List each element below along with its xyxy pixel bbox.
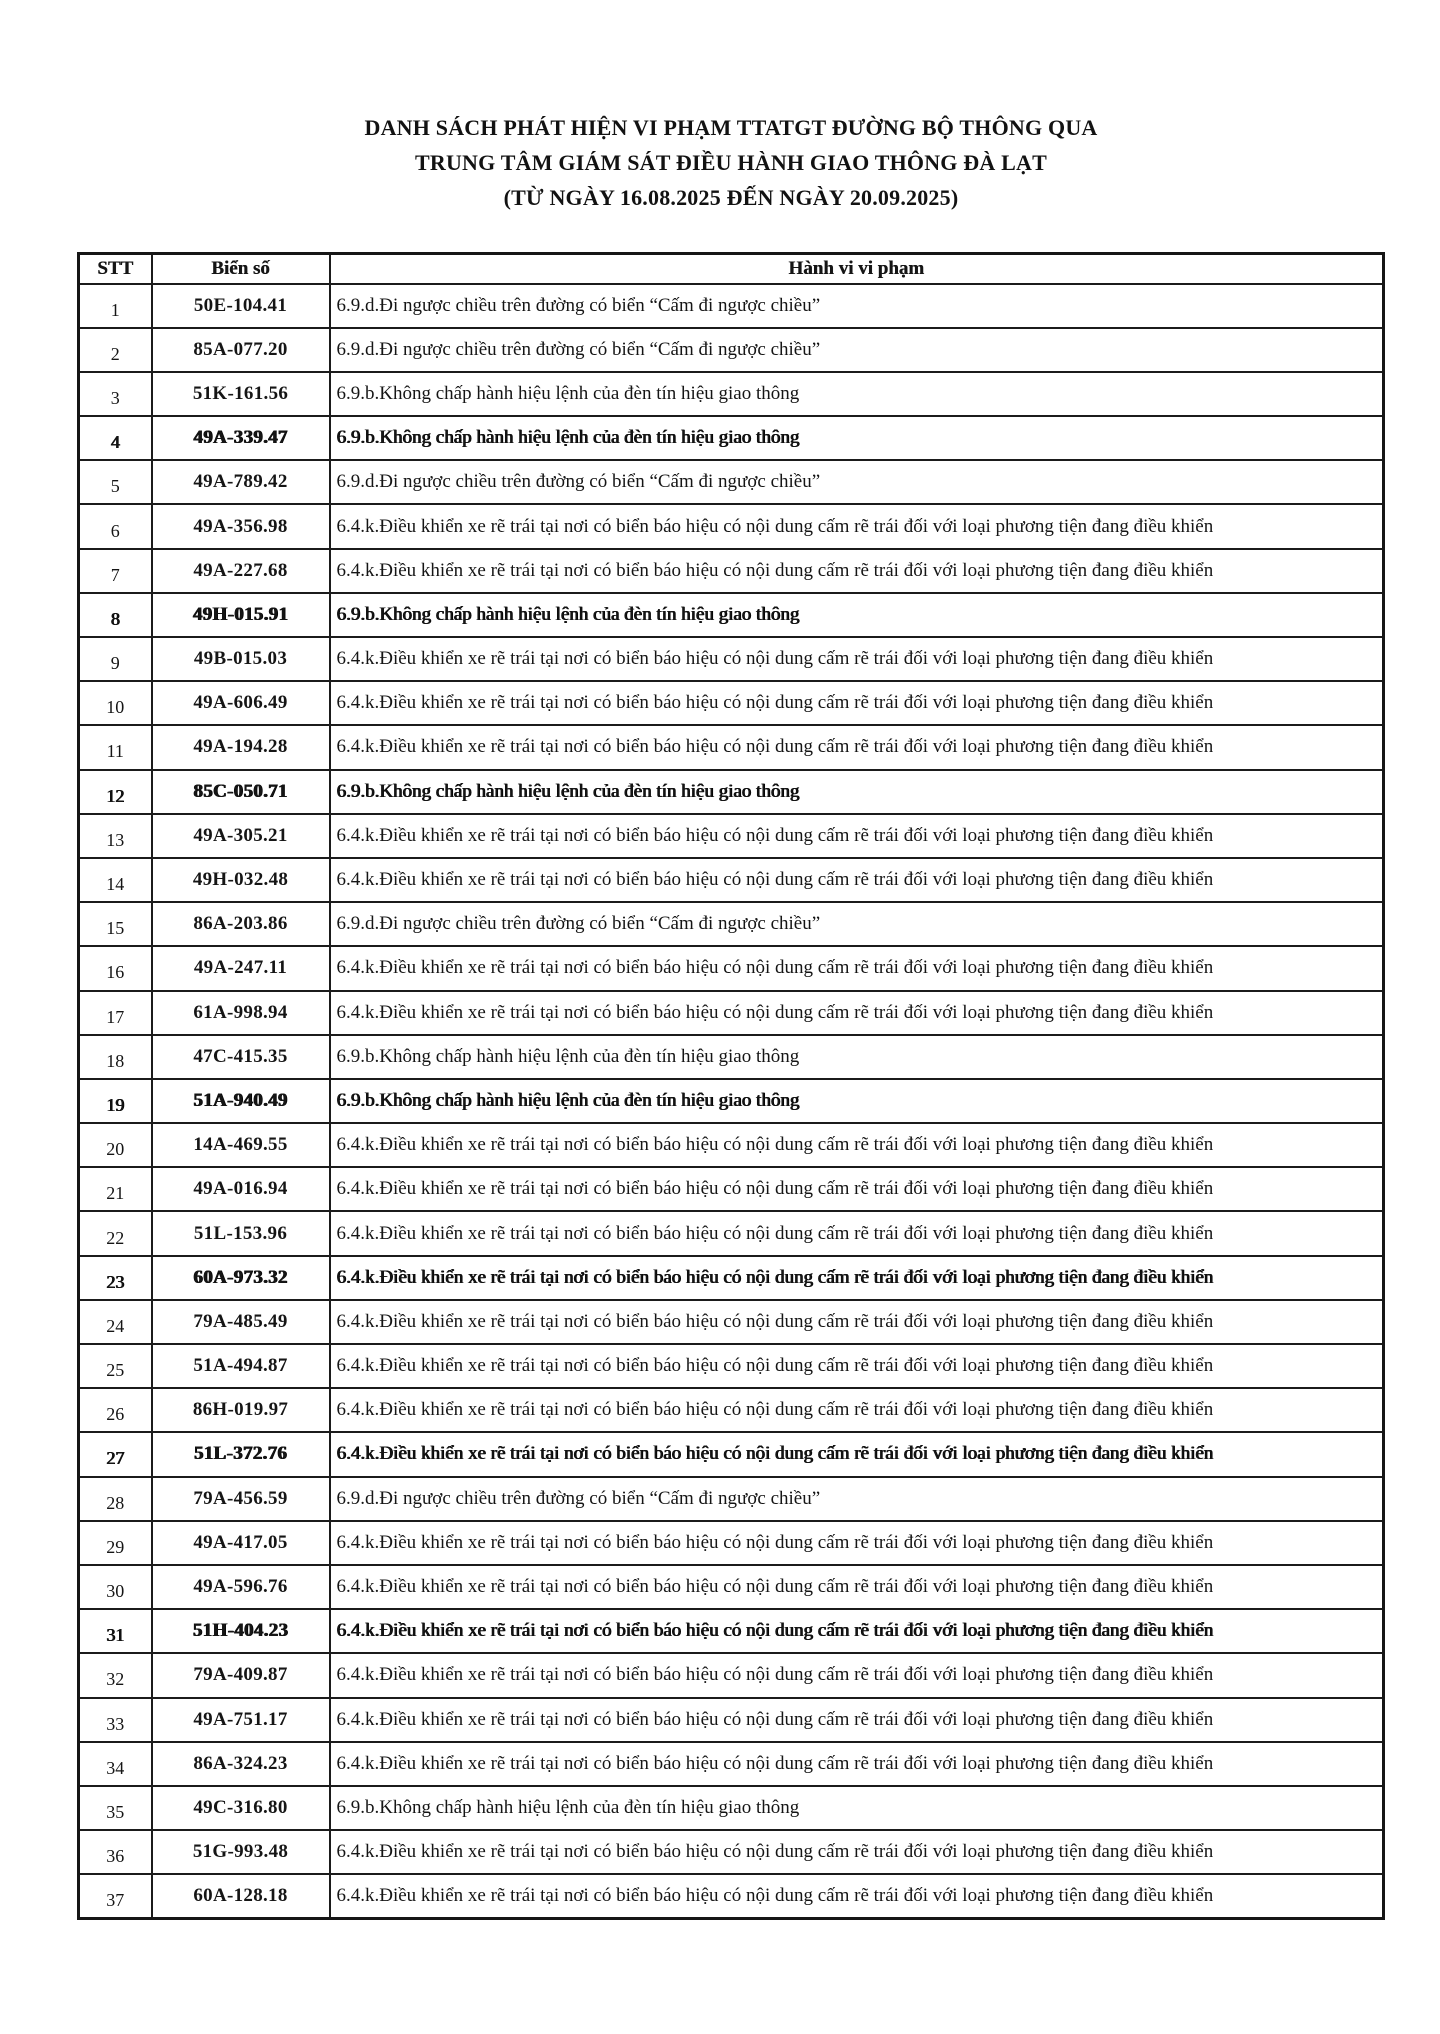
table-row [79, 1123, 1384, 1167]
violation-cell: 6.4.k.Điều khiển xe rẽ trái tại nơi có biển báo hiệu có nội dung cấm rẽ trái đối với loại phương tiện đang điều khiển [330, 1300, 1384, 1344]
violation-cell: 6.9.b.Không chấp hành hiệu lệnh của đèn tín hiệu giao thông [330, 1035, 1384, 1079]
plate-cell: 49A-016.94 [152, 1167, 330, 1211]
violation-cell: 6.9.b.Không chấp hành hiệu lệnh của đèn tín hiệu giao thông [330, 593, 1384, 637]
stt-cell: 35 [79, 1786, 152, 1830]
stt-cell: 21 [79, 1167, 152, 1211]
violation-cell: 6.9.b.Không chấp hành hiệu lệnh của đèn tín hiệu giao thông [330, 1786, 1384, 1830]
table-row [79, 328, 1384, 372]
stt-cell: 5 [79, 460, 152, 504]
document-body [77, 110, 1385, 1920]
document-title-line-3: (TỪ NGÀY 16.08.2025 ĐẾN NGÀY 20.09.2025) [503, 185, 959, 210]
plate-cell: 60A-128.18 [152, 1874, 330, 1918]
table-row [79, 1300, 1384, 1344]
table-row [79, 1079, 1384, 1123]
document-title-line-2: TRUNG TÂM GIÁM SÁT ĐIỀU HÀNH GIAO THÔNG ĐÀ LẠT [415, 150, 1047, 175]
stt-cell: 31 [79, 1609, 152, 1653]
plate-cell: 51L-372.76 [152, 1432, 330, 1476]
plate-cell: 51A-494.87 [152, 1344, 330, 1388]
stt-cell: 17 [79, 991, 152, 1035]
table-row [79, 1432, 1384, 1476]
plate-cell: 49A-789.42 [152, 460, 330, 504]
plate-cell: 79A-485.49 [152, 1300, 330, 1344]
table-row [79, 1211, 1384, 1255]
plate-cell: 47C-415.35 [152, 1035, 330, 1079]
violation-cell: 6.4.k.Điều khiển xe rẽ trái tại nơi có biển báo hiệu có nội dung cấm rẽ trái đối với loại phương tiện đang điều khiển [330, 637, 1384, 681]
violation-cell: 6.9.b.Không chấp hành hiệu lệnh của đèn tín hiệu giao thông [330, 770, 1384, 814]
table-row [79, 504, 1384, 548]
plate-cell: 49A-356.98 [152, 504, 330, 548]
violations-table [77, 252, 1385, 1920]
plate-cell: 51L-153.96 [152, 1211, 330, 1255]
table-row [79, 637, 1384, 681]
plate-cell: 61A-998.94 [152, 991, 330, 1035]
stt-cell: 20 [79, 1123, 152, 1167]
column-header-stt: STT [79, 254, 152, 284]
table-row [79, 1830, 1384, 1874]
plate-cell: 86A-203.86 [152, 902, 330, 946]
column-header-plate: Biển số [152, 254, 330, 284]
plate-cell: 86H-019.97 [152, 1388, 330, 1432]
stt-cell: 28 [79, 1477, 152, 1521]
stt-cell: 6 [79, 504, 152, 548]
violation-cell: 6.9.b.Không chấp hành hiệu lệnh của đèn tín hiệu giao thông [330, 1079, 1384, 1123]
stt-cell: 3 [79, 372, 152, 416]
table-row [79, 681, 1384, 725]
violation-cell: 6.4.k.Điều khiển xe rẽ trái tại nơi có biển báo hiệu có nội dung cấm rẽ trái đối với loại phương tiện đang điều khiển [330, 1742, 1384, 1786]
plate-cell: 49H-032.48 [152, 858, 330, 902]
stt-cell: 36 [79, 1830, 152, 1874]
stt-cell: 15 [79, 902, 152, 946]
table-row [79, 460, 1384, 504]
plate-cell: 85A-077.20 [152, 328, 330, 372]
stt-cell: 24 [79, 1300, 152, 1344]
plate-cell: 79A-409.87 [152, 1653, 330, 1697]
stt-cell: 27 [79, 1432, 152, 1476]
violations-table-body [79, 284, 1384, 1919]
violation-cell: 6.4.k.Điều khiển xe rẽ trái tại nơi có biển báo hiệu có nội dung cấm rẽ trái đối với loại phương tiện đang điều khiển [330, 1344, 1384, 1388]
stt-cell: 34 [79, 1742, 152, 1786]
plate-cell: 49A-247.11 [152, 946, 330, 990]
table-row [79, 1698, 1384, 1742]
stt-cell: 4 [79, 416, 152, 460]
stt-cell: 22 [79, 1211, 152, 1255]
table-row [79, 1388, 1384, 1432]
plate-cell: 51G-993.48 [152, 1830, 330, 1874]
table-row [79, 1609, 1384, 1653]
violation-cell: 6.4.k.Điều khiển xe rẽ trái tại nơi có biển báo hiệu có nội dung cấm rẽ trái đối với loại phương tiện đang điều khiển [330, 1388, 1384, 1432]
stt-cell: 37 [79, 1874, 152, 1918]
table-row [79, 1167, 1384, 1211]
table-row [79, 1742, 1384, 1786]
table-row [79, 284, 1384, 328]
stt-cell: 23 [79, 1256, 152, 1300]
violation-cell: 6.4.k.Điều khiển xe rẽ trái tại nơi có biển báo hiệu có nội dung cấm rẽ trái đối với loại phương tiện đang điều khiển [330, 1874, 1384, 1918]
table-row [79, 725, 1384, 769]
violation-cell: 6.4.k.Điều khiển xe rẽ trái tại nơi có biển báo hiệu có nội dung cấm rẽ trái đối với loại phương tiện đang điều khiển [330, 1432, 1384, 1476]
violation-cell: 6.9.d.Đi ngược chiều trên đường có biển “Cấm đi ngược chiều” [330, 1477, 1384, 1521]
plate-cell: 60A-973.32 [152, 1256, 330, 1300]
violation-cell: 6.4.k.Điều khiển xe rẽ trái tại nơi có biển báo hiệu có nội dung cấm rẽ trái đối với loại phương tiện đang điều khiển [330, 1256, 1384, 1300]
violation-cell: 6.9.d.Đi ngược chiều trên đường có biển “Cấm đi ngược chiều” [330, 460, 1384, 504]
plate-cell: 86A-324.23 [152, 1742, 330, 1786]
plate-cell: 85C-050.71 [152, 770, 330, 814]
plate-cell: 49A-305.21 [152, 814, 330, 858]
stt-cell: 1 [79, 284, 152, 328]
violation-cell: 6.4.k.Điều khiển xe rẽ trái tại nơi có biển báo hiệu có nội dung cấm rẽ trái đối với loại phương tiện đang điều khiển [330, 1565, 1384, 1609]
table-row [79, 416, 1384, 460]
violation-cell: 6.9.b.Không chấp hành hiệu lệnh của đèn tín hiệu giao thông [330, 372, 1384, 416]
stt-cell: 18 [79, 1035, 152, 1079]
plate-cell: 49A-751.17 [152, 1698, 330, 1742]
stt-cell: 29 [79, 1521, 152, 1565]
violation-cell: 6.4.k.Điều khiển xe rẽ trái tại nơi có biển báo hiệu có nội dung cấm rẽ trái đối với loại phương tiện đang điều khiển [330, 1609, 1384, 1653]
plate-cell: 14A-469.55 [152, 1123, 330, 1167]
violation-cell: 6.4.k.Điều khiển xe rẽ trái tại nơi có biển báo hiệu có nội dung cấm rẽ trái đối với loại phương tiện đang điều khiển [330, 1830, 1384, 1874]
plate-cell: 51A-940.49 [152, 1079, 330, 1123]
table-row [79, 1874, 1384, 1918]
table-row [79, 1786, 1384, 1830]
violation-cell: 6.4.k.Điều khiển xe rẽ trái tại nơi có biển báo hiệu có nội dung cấm rẽ trái đối với loại phương tiện đang điều khiển [330, 1698, 1384, 1742]
table-row [79, 1035, 1384, 1079]
stt-cell: 26 [79, 1388, 152, 1432]
plate-cell: 49A-606.49 [152, 681, 330, 725]
plate-cell: 49A-339.47 [152, 416, 330, 460]
stt-cell: 11 [79, 725, 152, 769]
stt-cell: 14 [79, 858, 152, 902]
table-header [79, 254, 1384, 284]
violation-cell: 6.4.k.Điều khiển xe rẽ trái tại nơi có biển báo hiệu có nội dung cấm rẽ trái đối với loại phương tiện đang điều khiển [330, 1123, 1384, 1167]
violation-cell: 6.4.k.Điều khiển xe rẽ trái tại nơi có biển báo hiệu có nội dung cấm rẽ trái đối với loại phương tiện đang điều khiển [330, 858, 1384, 902]
violation-cell: 6.4.k.Điều khiển xe rẽ trái tại nơi có biển báo hiệu có nội dung cấm rẽ trái đối với loại phương tiện đang điều khiển [330, 681, 1384, 725]
stt-cell: 30 [79, 1565, 152, 1609]
violation-cell: 6.4.k.Điều khiển xe rẽ trái tại nơi có biển báo hiệu có nội dung cấm rẽ trái đối với loại phương tiện đang điều khiển [330, 1211, 1384, 1255]
stt-cell: 7 [79, 549, 152, 593]
column-header-violation: Hành vi vi phạm [330, 254, 1384, 284]
plate-cell: 49B-015.03 [152, 637, 330, 681]
table-row [79, 1565, 1384, 1609]
violation-cell: 6.4.k.Điều khiển xe rẽ trái tại nơi có biển báo hiệu có nội dung cấm rẽ trái đối với loại phương tiện đang điều khiển [330, 725, 1384, 769]
header-row [79, 254, 1384, 284]
document-title [77, 110, 1385, 215]
stt-cell: 10 [79, 681, 152, 725]
violation-cell: 6.4.k.Điều khiển xe rẽ trái tại nơi có biển báo hiệu có nội dung cấm rẽ trái đối với loại phương tiện đang điều khiển [330, 1653, 1384, 1697]
stt-cell: 32 [79, 1653, 152, 1697]
stt-cell: 8 [79, 593, 152, 637]
stt-cell: 19 [79, 1079, 152, 1123]
table-row [79, 991, 1384, 1035]
violation-cell: 6.4.k.Điều khiển xe rẽ trái tại nơi có biển báo hiệu có nội dung cấm rẽ trái đối với loại phương tiện đang điều khiển [330, 504, 1384, 548]
table-row [79, 946, 1384, 990]
violation-cell: 6.4.k.Điều khiển xe rẽ trái tại nơi có biển báo hiệu có nội dung cấm rẽ trái đối với loại phương tiện đang điều khiển [330, 814, 1384, 858]
violation-cell: 6.4.k.Điều khiển xe rẽ trái tại nơi có biển báo hiệu có nội dung cấm rẽ trái đối với loại phương tiện đang điều khiển [330, 1521, 1384, 1565]
violation-cell: 6.4.k.Điều khiển xe rẽ trái tại nơi có biển báo hiệu có nội dung cấm rẽ trái đối với loại phương tiện đang điều khiển [330, 946, 1384, 990]
stt-cell: 16 [79, 946, 152, 990]
plate-cell: 51K-161.56 [152, 372, 330, 416]
table-row [79, 549, 1384, 593]
table-row [79, 1256, 1384, 1300]
plate-cell: 79A-456.59 [152, 1477, 330, 1521]
table-row [79, 372, 1384, 416]
stt-cell: 25 [79, 1344, 152, 1388]
document-title-line-1: DANH SÁCH PHÁT HIỆN VI PHẠM TTATGT ĐƯỜNG BỘ THÔNG QUA [364, 115, 1098, 140]
stt-cell: 12 [79, 770, 152, 814]
plate-cell: 49C-316.80 [152, 1786, 330, 1830]
stt-cell: 2 [79, 328, 152, 372]
table-row [79, 593, 1384, 637]
violation-cell: 6.9.d.Đi ngược chiều trên đường có biển “Cấm đi ngược chiều” [330, 328, 1384, 372]
violation-cell: 6.4.k.Điều khiển xe rẽ trái tại nơi có biển báo hiệu có nội dung cấm rẽ trái đối với loại phương tiện đang điều khiển [330, 1167, 1384, 1211]
plate-cell: 50E-104.41 [152, 284, 330, 328]
stt-cell: 9 [79, 637, 152, 681]
table-row [79, 814, 1384, 858]
plate-cell: 49A-596.76 [152, 1565, 330, 1609]
table-row [79, 1653, 1384, 1697]
table-row [79, 1477, 1384, 1521]
table-row [79, 1521, 1384, 1565]
stt-cell: 13 [79, 814, 152, 858]
table-row [79, 902, 1384, 946]
plate-cell: 49A-417.05 [152, 1521, 330, 1565]
violation-cell: 6.9.b.Không chấp hành hiệu lệnh của đèn tín hiệu giao thông [330, 416, 1384, 460]
table-row [79, 770, 1384, 814]
plate-cell: 49A-227.68 [152, 549, 330, 593]
violation-cell: 6.9.d.Đi ngược chiều trên đường có biển “Cấm đi ngược chiều” [330, 902, 1384, 946]
plate-cell: 51H-404.23 [152, 1609, 330, 1653]
plate-cell: 49A-194.28 [152, 725, 330, 769]
table-row [79, 858, 1384, 902]
violation-cell: 6.4.k.Điều khiển xe rẽ trái tại nơi có biển báo hiệu có nội dung cấm rẽ trái đối với loại phương tiện đang điều khiển [330, 549, 1384, 593]
violation-cell: 6.4.k.Điều khiển xe rẽ trái tại nơi có biển báo hiệu có nội dung cấm rẽ trái đối với loại phương tiện đang điều khiển [330, 991, 1384, 1035]
plate-cell: 49H-015.91 [152, 593, 330, 637]
stt-cell: 33 [79, 1698, 152, 1742]
violation-cell: 6.9.d.Đi ngược chiều trên đường có biển “Cấm đi ngược chiều” [330, 284, 1384, 328]
table-row [79, 1344, 1384, 1388]
